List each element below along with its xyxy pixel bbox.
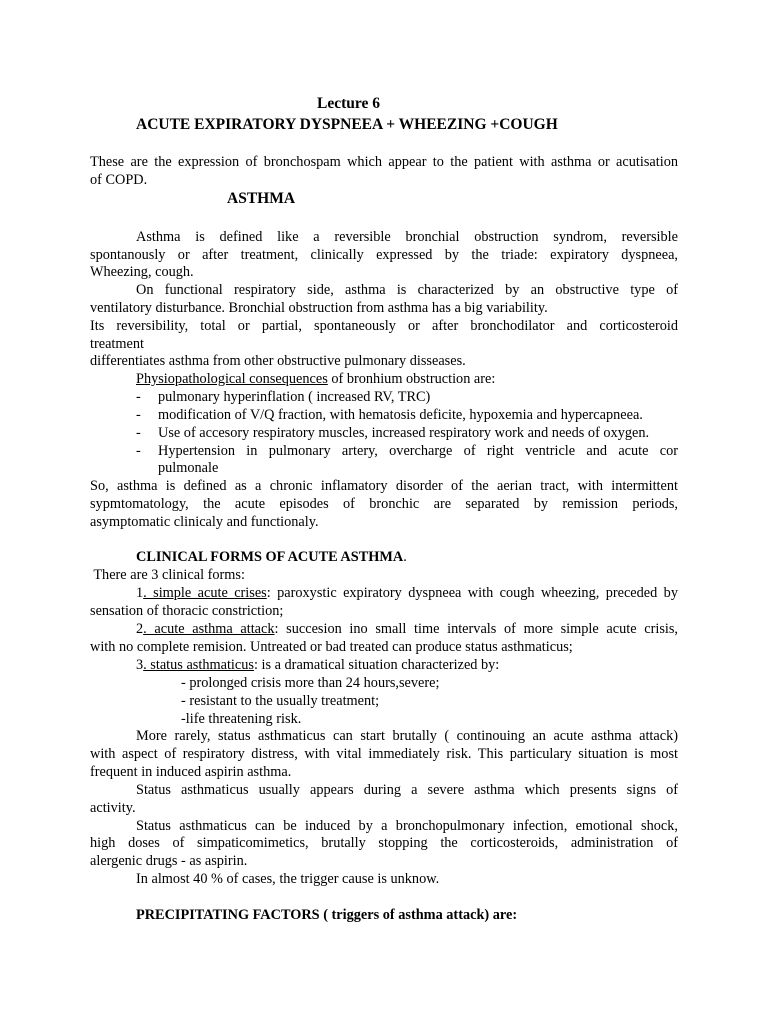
clinical-forms-heading-text: CLINICAL FORMS OF ACUTE ASTHMA xyxy=(136,549,404,565)
form-3-line-1 xyxy=(136,656,499,674)
form-3-sub-2: - resistant to the usually treatment; xyxy=(181,693,380,709)
bullet-dash: - xyxy=(136,407,141,423)
lecture-title: ACUTE EXPIRATORY DYSPNEEA + WHEEZING +COUGH xyxy=(136,116,558,133)
clinical-forms-heading xyxy=(136,548,407,566)
p3-line-2: sypmtomatology, the acute episodes of bronchic are separated by remission periods, xyxy=(90,496,678,512)
p5-line-1: Status asthmaticus usually appears during a severe asthma which presents signs of xyxy=(136,782,678,798)
form-1-desc: : paroxystic expiratory dyspneea with cough wheezing, preceded by xyxy=(266,585,678,601)
clinical-forms-intro: There are 3 clinical forms: xyxy=(90,567,245,583)
p5-line-2: activity. xyxy=(90,800,136,816)
asthma-heading: ASTHMA xyxy=(227,190,296,207)
p6-line-1: Status asthmaticus can be induced by a bronchopulmonary infection, emotional shock, xyxy=(136,818,678,834)
form-1-line-2: sensation of thoracic constriction; xyxy=(90,603,284,619)
p2-line-4: treatment xyxy=(90,336,144,352)
form-2-number: 2 xyxy=(136,621,144,637)
intro-line-2: of COPD. xyxy=(90,172,148,188)
p4-line-1: More rarely, status asthmaticus can start brutally ( continouing an acute asthma attack) xyxy=(136,728,678,744)
consequence-item-3: Use of accesory respiratory muscles, increased respiratory work and needs of oxygen. xyxy=(158,425,650,441)
p4-line-2: with aspect of respiratory distress, with vital immediately risk. This particulary situation is most xyxy=(90,746,678,762)
bullet-dash: - xyxy=(136,425,141,441)
p6-line-3: alergenic drugs - as aspirin. xyxy=(90,853,248,869)
clinical-forms-heading-dot: . xyxy=(403,549,407,565)
p3-line-3: asymptomatic clinicaly and functionaly. xyxy=(90,514,319,530)
consequences-rest: of bronhium obstruction are: xyxy=(327,371,496,387)
form-2-label: . acute asthma attack xyxy=(143,621,275,637)
p1-line-2: spontanously or after treatment, clinically expressed by the triade: expiratory dyspneea, xyxy=(90,247,678,263)
form-3-label: . status asthmaticus xyxy=(143,657,254,673)
p2-line-2: ventilatory disturbance. Bronchial obstruction from asthma has a big variability. xyxy=(90,300,548,316)
form-3-number: 3 xyxy=(136,657,144,673)
consequences-label: Physiopathological consequences xyxy=(136,371,328,387)
consequence-item-1: pulmonary hyperinflation ( increased RV, TRC) xyxy=(158,389,431,405)
form-1-label: . simple acute crises xyxy=(143,585,267,601)
p6-line-2: high doses of simpaticomimetics, brutally stopping the corticosteroids, administration of xyxy=(90,835,678,851)
p4-line-3: frequent in induced aspirin asthma. xyxy=(90,764,292,780)
p1-line-1: Asthma is defined like a reversible bronchial obstruction syndrom, reversible xyxy=(136,229,678,245)
form-2-line-1 xyxy=(136,620,678,638)
bullet-dash: - xyxy=(136,389,141,405)
consequence-item-2: modification of V/Q fraction, with hematosis deficite, hypoxemia and hypercapneea. xyxy=(158,407,643,423)
p2-line-5: differentiates asthma from other obstructive pulmonary disseases. xyxy=(90,353,466,369)
form-2-desc: : succesion ino small time intervals of more simple acute crisis, xyxy=(274,621,678,637)
consequence-item-4-cont: pulmonale xyxy=(158,460,219,476)
bullet-dash: - xyxy=(136,443,141,459)
intro-line-1: These are the expression of bronchospam which appear to the patient with asthma or acutisation xyxy=(90,154,678,170)
form-1-number: 1 xyxy=(136,585,144,601)
precipitating-factors-heading: PRECIPITATING FACTORS ( triggers of asthma attack) are: xyxy=(136,907,518,923)
p1-line-3: Wheezing, cough. xyxy=(90,264,194,280)
p7-line: In almost 40 % of cases, the trigger cause is unknow. xyxy=(136,871,440,887)
form-2-line-2: with no complete remision. Untreated or bad treated can produce status asthmaticus; xyxy=(90,639,573,655)
form-3-desc: : is a dramatical situation characterized by: xyxy=(253,657,500,673)
form-3-sub-3: -life threatening risk. xyxy=(181,711,302,727)
form-1-line-1 xyxy=(136,584,678,602)
form-3-sub-1: - prolonged crisis more than 24 hours,severe; xyxy=(181,675,440,691)
p3-line-1: So, asthma is defined as a chronic inflamatory disorder of the aerian tract, with intermittent xyxy=(90,478,678,494)
consequences-intro xyxy=(136,370,495,388)
p2-line-3: Its reversibility, total or partial, spontaneously or after bronchodilator and corticosteroid xyxy=(90,318,678,334)
lecture-number: Lecture 6 xyxy=(317,95,380,112)
p2-line-1: On functional respiratory side, asthma is characterized by an obstructive type of xyxy=(136,282,678,298)
consequence-item-4: Hypertension in pulmonary artery, overcharge of right ventricle and acute cor xyxy=(158,443,678,459)
